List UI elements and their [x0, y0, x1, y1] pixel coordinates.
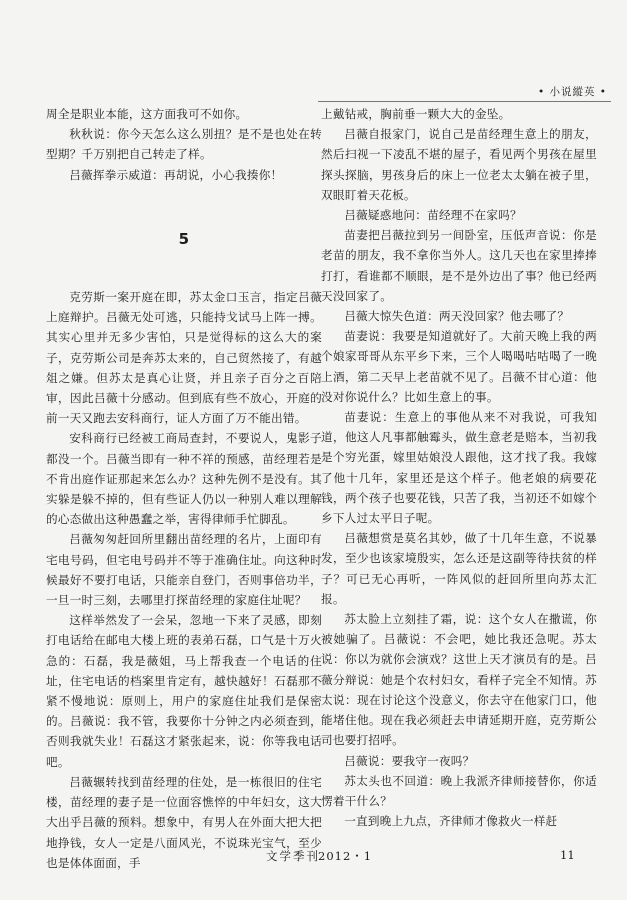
- left-column: [46, 104, 322, 873]
- paragraph: 这样举然发了一会呆，忽地一下来了灵感，即刻打电话给在邮电大楼上班的表弟石磊，口气是十万火急的：石磊，我是薇姐，马上帮我查一个电话的住址，住宅电话的档案里肯定有，越快越好！石磊那不紧不慢地说：原则上，用户的家庭住址我们是保密的。吕薇说：我不管，我要你十分钟之内必须查到，否则我就失业！石磊这才紧张起来，说：你等我电话吧。: [46, 613, 322, 769]
- paragraph: 苗妻说：生意上的事他从来不对我说，可我知道，他这人凡事都触霉头，做生意老是赔本，当初我是个穷光蛋，嫁里姑娘没人跟他，这才找了我。我嫁了他十几年，家里还是这个样子。他老娘的病要花钱，两个孩子也要花钱，只苦了我，当初还不如嫁个乡下人过太平日子呢。: [321, 410, 597, 526]
- paragraph: 安科商行已经被工商局查封，不要说人，鬼影子都没一个。吕薇当即有一种不祥的预感，苗经理若是不肯出庭作证那起来怎么办？这种先例不是没有。其实躲是躲不掉的，但有些证人仍以一种别人难以理解的心态做出这种愚蠢之举，害得律师手忙脚乱。: [46, 431, 322, 527]
- paragraph: 苏太脸上立刻挂了霜，说：这个女人在撒谎，你被她骗了。吕薇说：不会吧，她比我还急呢。苏太说：你以为就你会演戏？这世上天才演员有的是。吕薇分辩说：她是个农村妇女，看样子完全不知情。苏太说：现在讨论这个没意义，你去守在他家门口，他能堵住他。现在我必须赶去申请延期开庭，克劳斯公司也要打招呼。: [321, 612, 597, 748]
- running-head: • 小说縱英 •: [537, 86, 607, 98]
- issue-number: 2012・1: [318, 849, 373, 863]
- paragraph: 一直到晚上九点，齐律师才像救火一样赶: [344, 814, 558, 829]
- paragraph: 吕薇自报家门，说自己是苗经理生意上的朋友，然后扫视一下凌乱不堪的屋子，看见两个男孩在屋里探头探脑，男孩身后的床上一位老太太躺在被子里，双眼盯着天花板。: [321, 127, 597, 202]
- paragraph: 苏太头也不回道：晚上我派齐律师接替你，你适愣着干什么？: [321, 773, 597, 808]
- paragraph: 苗妻把吕薇拉到另一间卧室，压低声音说：你是老苗的朋友，我不拿你当外人。这几天也在家里捧捧打打，看谁都不顺眼，是不是外边出了事？他已经两天没回家了。: [321, 228, 597, 303]
- paragraph: 吕薇匆匆赶回所里翻出苗经理的名片，上面印有宅电号码，但宅电号码并不等于准确住址。向这种时候最好不要打电话，只能亲自登门，否则事倍功半，一旦一时三刻，去哪里打探苗经理的家庭住址呢？: [46, 532, 322, 608]
- paragraph: 周全是职业本能，这方面我可不如你。: [46, 107, 248, 121]
- paragraph: 苗妻说：我要是知道就好了。大前天晚上我的两个娘家哥哥从东平乡下来，三个人喝喝咕咕喝了一晚上酒，第二天早上老苗就不见了。吕薇不甘心道：他没对你说什么？比如生意上的事。: [321, 329, 597, 404]
- journal-title: 文学季刊: [266, 849, 320, 863]
- page-number: 11: [560, 848, 575, 862]
- section-number: 5: [178, 229, 190, 248]
- paragraph: 吕薇挥拳示威道：再胡说，小心我揍你！: [69, 167, 283, 182]
- paragraph: 吕薇说：要我守一夜吗？: [344, 753, 475, 768]
- right-column: [321, 104, 597, 831]
- paragraph: 秋秋说：你今天怎么这么別扭？是不是也处在转型期？千万别把自己转走了样。: [46, 127, 322, 162]
- header-rule: [318, 101, 611, 102]
- paragraph: 吕薇大惊失色道：两天没回家？他去哪了？: [344, 309, 570, 324]
- paragraph: 克劳斯一案开庭在即，苏太金口玉言，指定吕薇上庭辩护。吕薇无处可逃，只能持戈试马上阵一搏。其实心里并无多少害怕，只是觉得标的这么大的案子，克劳斯公司是奔苏太来的，自己贸然接了，有越俎之嫌。但苏太是真心让贤，并且亲子百分之百陪审，因此吕薇十分感动。但到底有些不放心，开庭的前一天又跑去安科商行，证人方面了万不能出错。: [46, 290, 322, 426]
- paragraph: 上戴钻戒，胸前垂一颗大大的金坠。: [321, 107, 511, 121]
- paragraph: 吕薇疑惑地问：苗经理不在家吗？: [344, 208, 522, 223]
- paragraph: 吕薇想赏是莫名其妙，做了十几年生意，不说暴发，至少也该家境殷实，怎么还是这副等待扶贫的样子？可已无心再听，一阵风似的赶回所里向苏太汇报。: [321, 531, 597, 606]
- paragraph: 吕薇辗转找到苗经理的住处，是一栋很旧的住宅楼，苗经理的妻子是一位面容憔悴的中年妇女，这大大出乎吕薇的预料。想象中，有男人在外面大把大把地挣钱，女人一定是八面风光，不说珠光宝气，至少也是体体面面，手: [46, 774, 322, 870]
